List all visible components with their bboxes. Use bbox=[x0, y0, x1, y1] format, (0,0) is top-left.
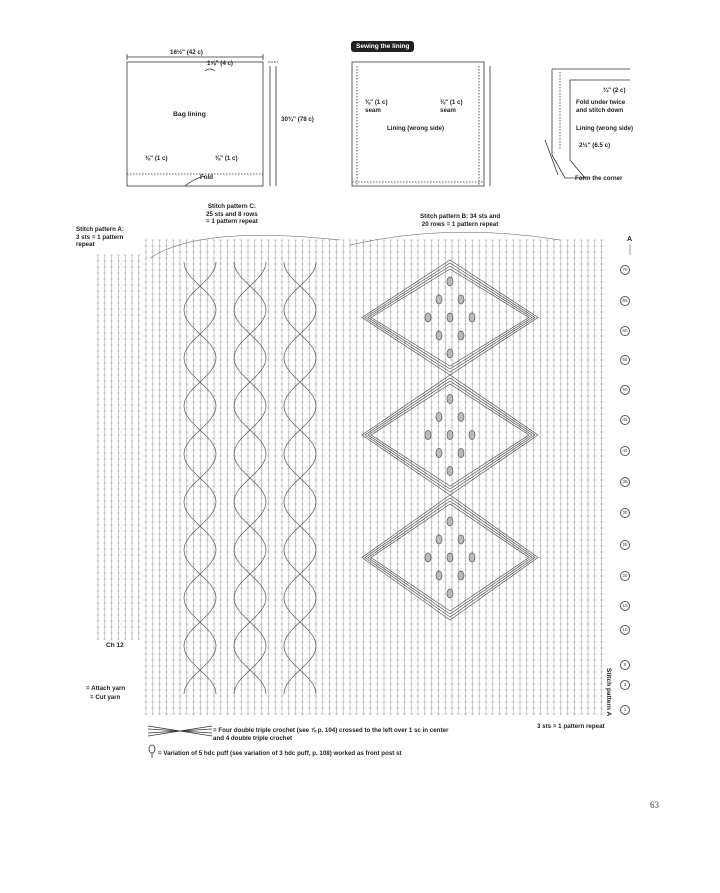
page-number: 63 bbox=[650, 800, 659, 810]
fold-label: Fold bbox=[200, 174, 214, 181]
stitch-pattern-c-label: Stitch pattern C: 25 sts and 8 rows = 1 pattern repeat bbox=[206, 203, 258, 225]
lining-gap-label: 1⅝" (4 c) bbox=[207, 60, 233, 67]
puff-stitch bbox=[436, 295, 442, 304]
lining-wrong-side-label: Lining (wrong side) bbox=[387, 125, 445, 132]
puff-stitch bbox=[469, 431, 475, 440]
stitch-columns bbox=[144, 240, 603, 715]
a-marker: A bbox=[627, 236, 633, 243]
row-number: 55 bbox=[620, 355, 630, 365]
row-number: 65 bbox=[620, 296, 630, 306]
row-number: 35 bbox=[620, 477, 630, 487]
row-number: 45 bbox=[620, 415, 630, 425]
sewing-the-lining-badge: Sewing the lining bbox=[351, 41, 414, 52]
puff-stitch bbox=[447, 553, 453, 562]
row-number: 5 bbox=[620, 660, 630, 670]
puff-stitch bbox=[469, 313, 475, 322]
cross-stitch-symbol bbox=[146, 724, 216, 738]
puff-stitch bbox=[458, 535, 464, 544]
puff-stitch bbox=[447, 277, 453, 286]
cable-column-1 bbox=[184, 262, 216, 694]
row-number: 1 bbox=[620, 705, 630, 715]
corner-top-label: ¾" (2 c) bbox=[603, 87, 626, 94]
puff-stitch bbox=[458, 571, 464, 580]
puff-stitch bbox=[458, 413, 464, 422]
puff-stitch bbox=[447, 395, 453, 404]
row-number: 30 bbox=[620, 508, 630, 518]
row-number: 70 bbox=[620, 265, 630, 275]
row-number: 15 bbox=[620, 601, 630, 611]
chain-12-label: Ch 12 bbox=[106, 642, 124, 649]
puff-stitch bbox=[458, 449, 464, 458]
puff-stitch bbox=[436, 413, 442, 422]
fold-under-note: Fold under twice and stitch down bbox=[576, 99, 626, 114]
puff-stitch bbox=[425, 313, 431, 322]
attach-yarn-legend: = Attach yarn bbox=[86, 685, 126, 692]
lining-height-label: 30¾" (78 c) bbox=[281, 116, 314, 123]
stitch-pattern-a-vertical: Stitch pattern A bbox=[605, 668, 612, 717]
corner-depth-label: 2½" (6.5 c) bbox=[579, 142, 611, 149]
puff-stitches-3 bbox=[425, 517, 475, 598]
stitch-pattern-b-label: Stitch pattern B: 34 sts and 20 rows = 1 pattern repeat bbox=[420, 213, 501, 228]
puff-stitch bbox=[436, 535, 442, 544]
puff-stitch bbox=[447, 313, 453, 322]
lining-width-label: 16½" (42 c) bbox=[170, 49, 203, 56]
row-number: 40 bbox=[620, 446, 630, 456]
stitch-grid bbox=[144, 240, 603, 715]
lining-left-seam-label: ⅜" (1 c) bbox=[145, 155, 168, 162]
repeat-right-label: 3 sts = 1 pattern repeat bbox=[537, 723, 605, 730]
cable-column-2 bbox=[234, 262, 266, 694]
corner-lining-label: Lining (wrong side) bbox=[576, 125, 634, 132]
puff-stitch bbox=[469, 553, 475, 562]
row-number: 25 bbox=[620, 540, 630, 550]
puff-stitch bbox=[425, 553, 431, 562]
row-number: 3 bbox=[620, 680, 630, 690]
form-corner-caption: Form the corner bbox=[575, 175, 623, 182]
cut-yarn-legend: = Cut yarn bbox=[90, 694, 121, 701]
puff-stitch bbox=[447, 431, 453, 440]
row-number: 10 bbox=[620, 625, 630, 635]
pattern-c-bracket bbox=[150, 235, 340, 258]
puff-stitches-2 bbox=[425, 395, 475, 476]
puff-stitch bbox=[458, 295, 464, 304]
puff-stitch-legend: = Variation of 5 hdc puff (see variation of 3 hdc puff, p. 108) worked as front post st bbox=[158, 750, 402, 757]
puff-stitch bbox=[447, 589, 453, 598]
pattern-b-bracket bbox=[350, 232, 560, 245]
pattern-b-diamonds bbox=[362, 260, 538, 620]
sewing-left-seam-label: ⅜" (1 c) seam bbox=[365, 99, 388, 114]
row-number: 50 bbox=[620, 385, 630, 395]
row-number: 60 bbox=[620, 326, 630, 336]
pattern-c-cables bbox=[184, 262, 316, 694]
puff-stitch bbox=[447, 349, 453, 358]
lining-right-seam-label: ⅜" (1 c) bbox=[215, 155, 238, 162]
puff-stitch-symbol bbox=[147, 743, 157, 759]
pattern-a-left-columns bbox=[97, 255, 141, 640]
sewing-right-seam-label: ⅜" (1 c) seam bbox=[440, 99, 463, 114]
puff-stitch bbox=[436, 571, 442, 580]
cross-stitch-legend: = Four double triple crochet (see ⅞ p. 104) crossed to the left over 1 sc in center and 4 double triple crochet bbox=[213, 727, 449, 742]
puff-stitch bbox=[425, 431, 431, 440]
puff-stitch bbox=[447, 467, 453, 476]
row-number: 20 bbox=[620, 571, 630, 581]
bag-lining-title: Bag lining bbox=[173, 111, 206, 118]
puff-stitch bbox=[436, 331, 442, 340]
puff-stitch bbox=[447, 517, 453, 526]
puff-stitch bbox=[458, 331, 464, 340]
stitch-pattern-a-label: Stitch pattern A: 3 sts = 1 pattern repeat bbox=[76, 226, 124, 248]
puff-stitches-1 bbox=[425, 277, 475, 358]
puff-stitch bbox=[436, 449, 442, 458]
